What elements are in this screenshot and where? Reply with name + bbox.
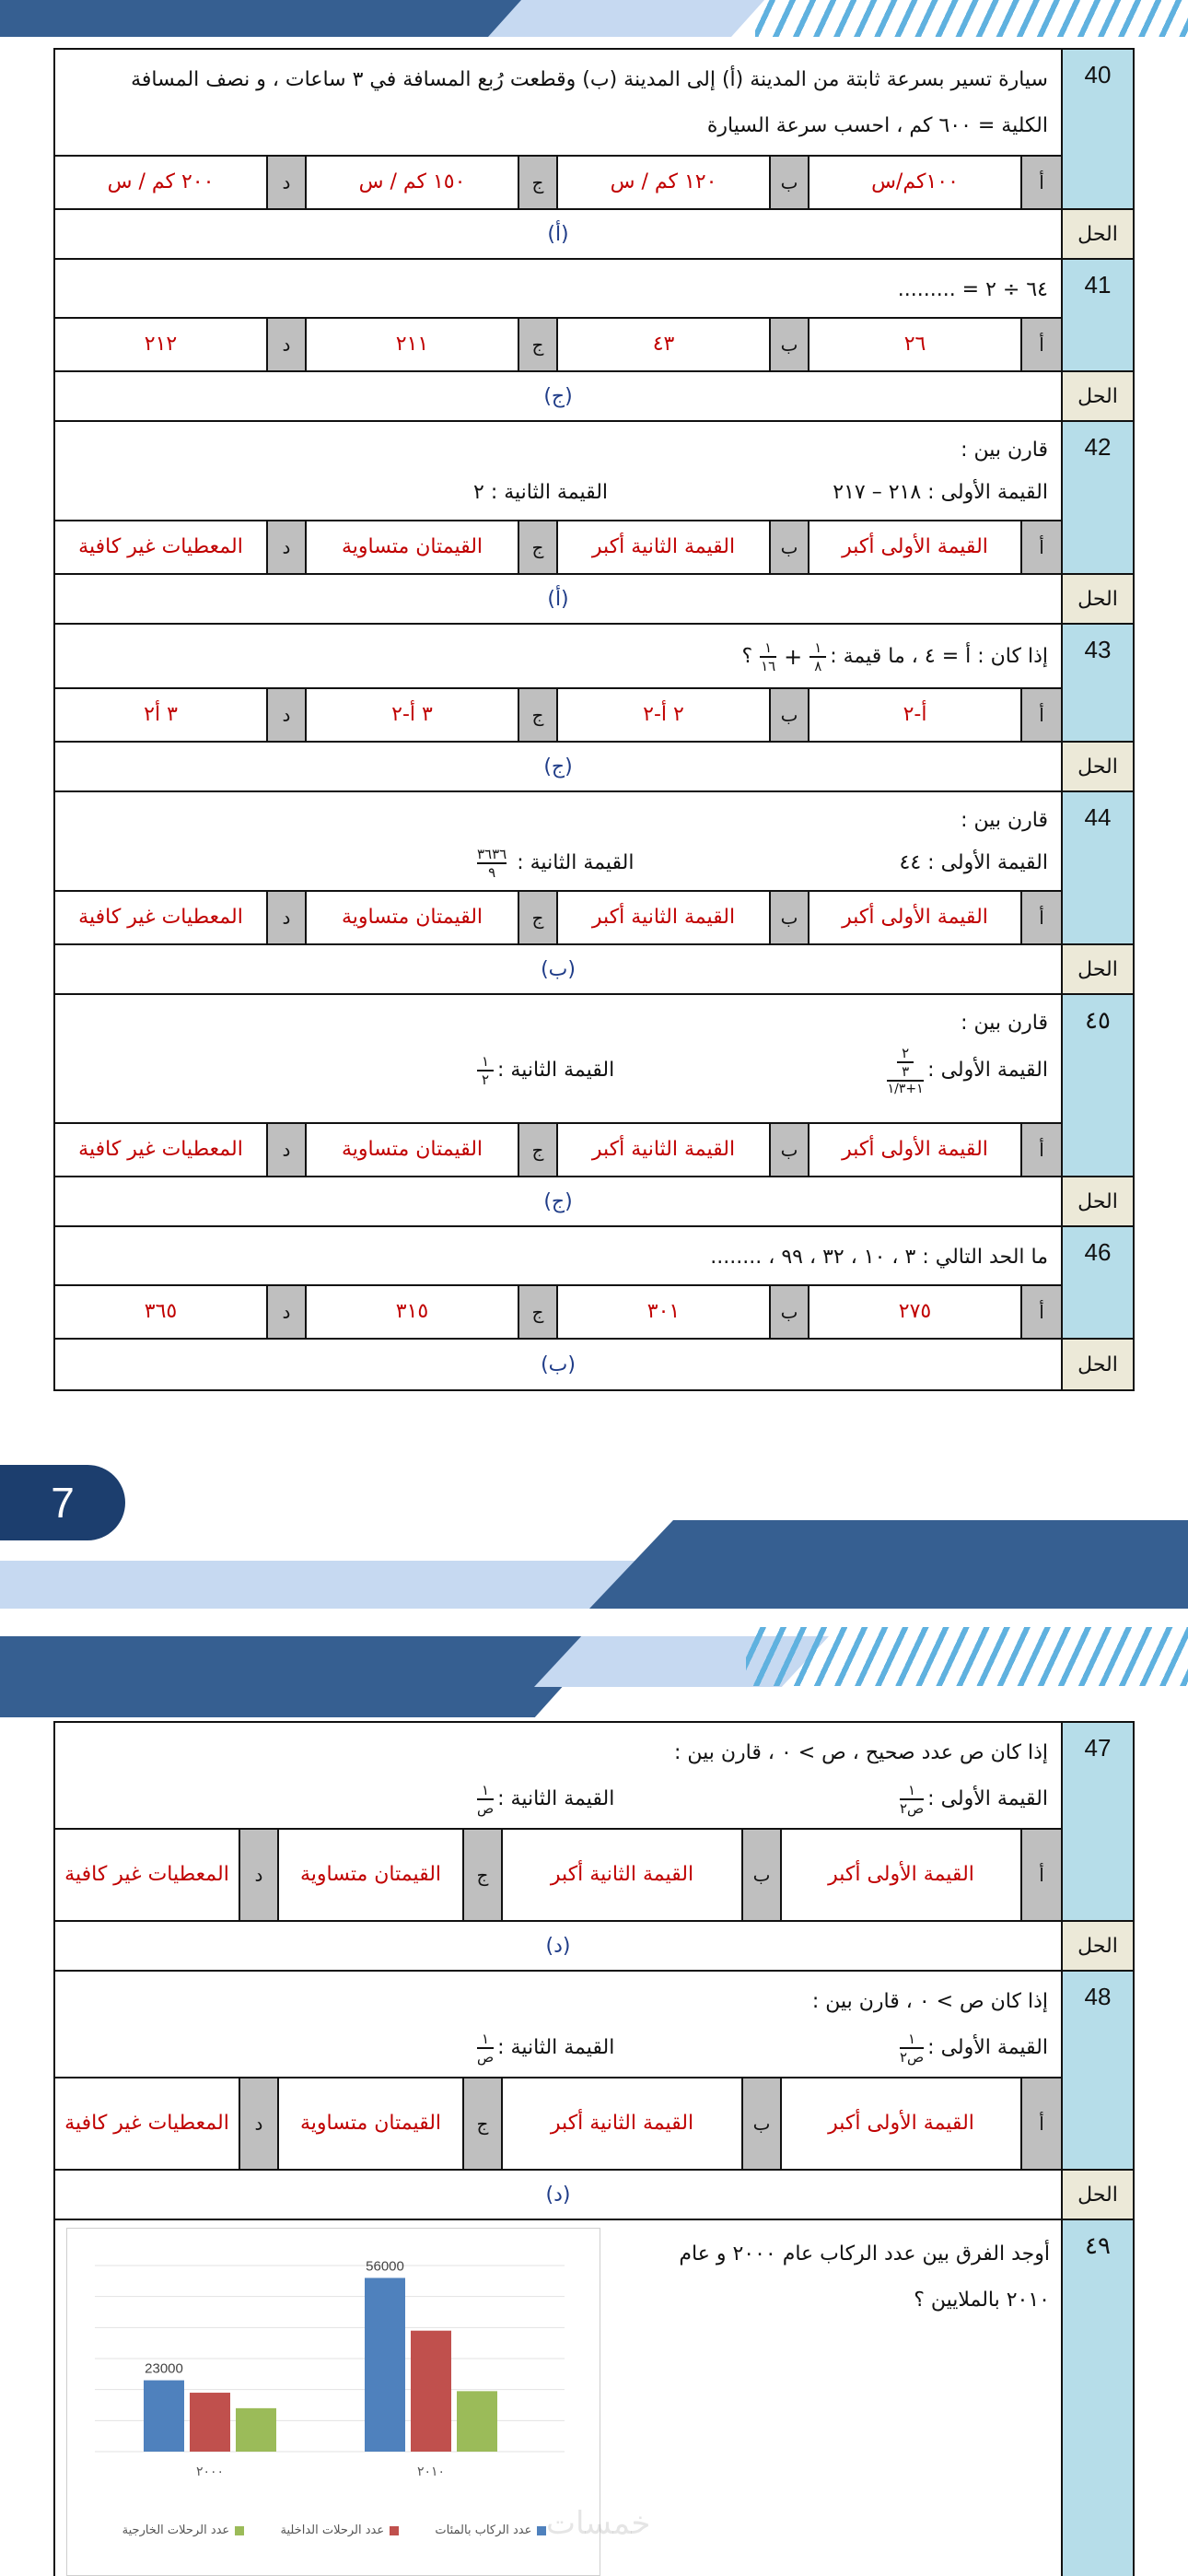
choice-c[interactable]: ٣١٥ — [395, 1300, 429, 1323]
question-text: ٢٠١٠ بالملايين ؟ — [914, 2289, 1050, 2312]
choice-letter-b: ب — [769, 1124, 809, 1176]
choice-d[interactable]: المعطيات غير كافية — [78, 906, 243, 929]
second-value: القيمة الثانية : $\frac{٣٦٣٦}{٩}$ — [477, 846, 635, 881]
second-value: القيمة الثانية : $\frac{١}{\text{ص}}$ — [477, 2031, 615, 2066]
solution-row-42 — [55, 575, 1133, 625]
choice-letter-d: د — [266, 319, 307, 370]
choice-letter-b: ب — [769, 892, 809, 943]
question-46 — [55, 1227, 1133, 1340]
question-number: 46 — [1061, 1227, 1133, 1338]
first-value: القيمة الأولى : ٤٤ — [899, 851, 1048, 874]
choice-letter-a: أ — [1020, 2078, 1061, 2169]
choice-a[interactable]: أ-٢ — [903, 703, 927, 726]
question-text: ٦٤ ÷ ٢ = ......... — [897, 278, 1048, 301]
legend-item: عدد الرحلات الداخلية — [280, 2523, 399, 2537]
bar — [457, 2391, 497, 2452]
choice-b[interactable]: ٣٠١ — [646, 1300, 681, 1323]
choice-letter-a: أ — [1020, 521, 1061, 573]
legend-swatch — [390, 2526, 399, 2535]
solution-row-43 — [55, 743, 1133, 792]
chart-legend — [104, 2523, 565, 2537]
choice-d[interactable]: المعطيات غير كافية — [64, 1863, 229, 1886]
solution-label: الحل — [1061, 575, 1133, 623]
choice-letter-b: ب — [741, 2078, 782, 2169]
choice-d[interactable]: ٣ أ٢ — [144, 703, 178, 726]
choice-letter-a: أ — [1020, 1286, 1061, 1338]
question-intro: قارن بين : — [961, 809, 1048, 832]
legend-swatch — [235, 2526, 244, 2535]
question-41 — [55, 260, 1133, 372]
solution-row-41 — [55, 372, 1133, 422]
question-text: ما الحد التالي : ٣ ، ١٠ ، ٣٢ ، ٩٩ ، ........ — [710, 1246, 1048, 1269]
choice-c[interactable]: القيمتان متساوية — [299, 1863, 442, 1886]
second-value: القيمة الثانية : $\frac{١}{٢}$ — [473, 1049, 614, 1092]
choice-letter-d: د — [266, 892, 307, 943]
question-number: 40 — [1061, 50, 1133, 208]
solution-value: (أ) — [547, 222, 569, 246]
footer-band — [0, 1520, 1188, 1609]
second-value: القيمة الثانية : ٢ — [473, 481, 609, 504]
choice-c[interactable]: ١٥٠ كم / س — [358, 170, 466, 193]
legend-item: عدد الركاب بالمئات — [435, 2523, 546, 2537]
question-48 — [55, 1972, 1133, 2171]
question-44 — [55, 792, 1133, 945]
solution-value: (ج) — [543, 755, 573, 779]
solution-label: الحل — [1061, 1340, 1133, 1389]
choice-letter-d: د — [266, 689, 307, 741]
question-number: 41 — [1061, 260, 1133, 370]
complex-fraction: $\frac{\frac{٢}{٣}}{١+١/٣}$ — [887, 1045, 924, 1096]
solution-value: (د) — [545, 1934, 571, 1958]
choice-c[interactable]: ٢١١ — [395, 333, 429, 356]
legend-item: عدد الرحلات الخارجية — [122, 2523, 245, 2537]
choice-c[interactable]: ٣ أ-٢ — [391, 703, 433, 726]
solution-value: (ج) — [543, 384, 573, 408]
choice-b[interactable]: القيمة الثانية أكبر — [591, 535, 736, 558]
first-value: القيمة الأولى : $\frac{١}{\text{ص٢}}$ — [899, 2031, 1048, 2066]
choice-a[interactable]: القيمة الأولى أكبر — [828, 1863, 974, 1886]
choice-letter-c: ج — [462, 2078, 503, 2169]
choice-a[interactable]: القيمة الأولى أكبر — [828, 2112, 974, 2135]
choice-letter-b: ب — [769, 157, 809, 208]
bar — [365, 2277, 405, 2452]
category-label: ٢٠٠٠ — [195, 2465, 225, 2479]
choice-d[interactable]: المعطيات غير كافية — [78, 1138, 243, 1161]
choice-c[interactable]: القيمتان متساوية — [299, 2112, 442, 2135]
question-text: سيارة تسير بسرعة ثابتة من المدينة (أ) إلى المدينة (ب) وقطعت رُبع المسافة في ٣ ساعات ، و نصف المسافة — [131, 68, 1048, 91]
solution-row-47 — [55, 1922, 1133, 1972]
choice-b[interactable]: القيمة الثانية أكبر — [591, 1138, 736, 1161]
choice-a[interactable]: القيمة الأولى أكبر — [842, 906, 988, 929]
bar — [236, 2408, 276, 2452]
solution-value: (ب) — [541, 1352, 576, 1376]
question-number: 42 — [1061, 422, 1133, 573]
choice-letter-b: ب — [769, 689, 809, 741]
solution-value: (ج) — [543, 1189, 573, 1213]
page-number: 7 — [0, 1465, 125, 1540]
solution-row-44 — [55, 945, 1133, 995]
choice-letter-d: د — [266, 1286, 307, 1338]
fraction: $\frac{٣٦٣٦}{٩}$ — [477, 846, 507, 881]
fraction: $\frac{١}{١٦}$ — [761, 639, 776, 674]
header-band-2 — [0, 1627, 1188, 1717]
question-number: 47 — [1061, 1723, 1133, 1920]
solution-label: الحل — [1061, 372, 1133, 420]
question-45 — [55, 995, 1133, 1177]
choice-b[interactable]: القيمة الثانية أكبر — [591, 906, 736, 929]
choice-letter-c: ج — [518, 1124, 558, 1176]
question-49-text — [608, 2231, 1050, 2324]
choice-letter-c: ج — [518, 689, 558, 741]
choice-letter-a: أ — [1020, 157, 1061, 208]
question-42 — [55, 422, 1133, 575]
choice-d[interactable]: ٢٠٠ كم / س — [107, 170, 215, 193]
question-table-1 — [53, 48, 1135, 1391]
choice-letter-c: ج — [518, 1286, 558, 1338]
choice-d[interactable]: ٢١٢ — [144, 333, 178, 356]
choice-d[interactable]: المعطيات غير كافية — [78, 535, 243, 558]
first-value: القيمة الأولى : ٢١٨ – ٢١٧ — [833, 481, 1048, 504]
choice-letter-c: ج — [518, 892, 558, 943]
choice-letter-a: أ — [1020, 1124, 1061, 1176]
fraction: $\frac{١}{٨}$ — [809, 639, 826, 674]
solution-value: (د) — [545, 2183, 571, 2207]
choice-letter-d: د — [266, 1124, 307, 1176]
solution-label: الحل — [1061, 210, 1133, 258]
choice-letter-d: د — [266, 157, 307, 208]
choice-letter-c: ج — [518, 157, 558, 208]
fraction: $\frac{١}{\text{ص}}$ — [477, 1782, 495, 1817]
choice-letter-b: ب — [769, 319, 809, 370]
choice-d[interactable]: ٣٦٥ — [144, 1300, 178, 1323]
choice-letter-b: ب — [769, 521, 809, 573]
choice-letter-a: أ — [1020, 319, 1061, 370]
choice-c[interactable]: القيمتان متساوية — [341, 535, 483, 558]
choice-b[interactable]: القيمة الثانية أكبر — [550, 2112, 694, 2135]
choice-letter-c: ج — [518, 521, 558, 573]
solution-row-48 — [55, 2171, 1133, 2220]
solution-row-40 — [55, 210, 1133, 260]
question-47 — [55, 1723, 1133, 1922]
question-number: 48 — [1061, 1972, 1133, 2169]
question-43: 43 إذا كان : أ = ٤ ، ما قيمة : $\frac{١}{٨}$ + $\frac{١}{١٦}$ ؟ أ أ-٢ ب ٢ أ-٢ ج ٣ أ-٢ د ٣ أ٢ — [55, 625, 1133, 743]
solution-row-45 — [55, 1177, 1133, 1227]
choice-a[interactable]: القيمة الأولى أكبر — [842, 1138, 988, 1161]
choice-letter-b: ب — [741, 1830, 782, 1920]
first-value: القيمة الأولى : $\frac{١}{\text{ص٢}}$ — [899, 1782, 1048, 1817]
choice-letter-d: د — [266, 521, 307, 573]
fraction: $\frac{١}{\text{ص٢}}$ — [899, 2031, 925, 2066]
category-label: ٢٠١٠ — [416, 2465, 446, 2479]
solution-value: (ب) — [541, 957, 576, 981]
choice-b[interactable]: ٢ أ-٢ — [643, 703, 684, 726]
choice-letter-b: ب — [769, 1286, 809, 1338]
question-intro: إذا كان ص > ٠ ، قارن بين : — [811, 1990, 1048, 2013]
data-label: 56000 — [366, 2258, 404, 2275]
choice-letter-d: د — [239, 2078, 279, 2169]
choice-d[interactable]: المعطيات غير كافية — [64, 2112, 229, 2135]
question-text: أوجد الفرق بين عدد الركاب عام ٢٠٠٠ و عام — [679, 2242, 1050, 2266]
watermark: خمسات — [546, 2505, 651, 2542]
fraction: $\frac{١}{٢}$ — [477, 1053, 494, 1088]
choice-letter-a: أ — [1020, 1830, 1061, 1920]
choice-letter-a: أ — [1020, 689, 1061, 741]
question-40 — [55, 50, 1133, 210]
fraction: $\frac{١}{\text{ص}}$ — [477, 2031, 495, 2066]
choice-b[interactable]: ١٢٠ كم / س — [610, 170, 717, 193]
solution-row-46 — [55, 1340, 1133, 1389]
fraction: $\frac{١}{\text{ص٢}}$ — [899, 1782, 925, 1817]
solution-label: الحل — [1061, 743, 1133, 790]
solution-label: الحل — [1061, 1922, 1133, 1970]
solution-label: الحل — [1061, 945, 1133, 993]
solution-label: الحل — [1061, 2171, 1133, 2219]
question-text: إذا كان : أ = ٤ ، ما قيمة : — [830, 645, 1048, 668]
second-value: القيمة الثانية : $\frac{١}{\text{ص}}$ — [477, 1782, 615, 1817]
bar — [144, 2381, 184, 2452]
choice-letter-a: أ — [1020, 892, 1061, 943]
question-number: ٤٩ — [1061, 2220, 1133, 2576]
choice-a[interactable]: ٢٦ — [903, 333, 926, 356]
choice-a[interactable]: القيمة الأولى أكبر — [842, 535, 988, 558]
choice-b[interactable]: القيمة الثانية أكبر — [550, 1863, 694, 1886]
solution-value: (أ) — [547, 587, 569, 611]
choice-letter-d: د — [239, 1830, 279, 1920]
bar — [411, 2331, 451, 2452]
choice-c[interactable]: القيمتان متساوية — [341, 1138, 483, 1161]
choice-letter-c: ج — [462, 1830, 503, 1920]
question-intro: إذا كان ص عدد صحيح ، ص > ٠ ، قارن بين : — [673, 1741, 1048, 1764]
first-value: القيمة الأولى : $\frac{\frac{٢}{٣}}{١+١/٣}$ — [887, 1045, 1048, 1096]
question-intro: قارن بين : — [961, 1012, 1048, 1035]
solution-label: الحل — [1061, 1177, 1133, 1225]
bar — [190, 2393, 230, 2452]
question-number: ٤٥ — [1061, 995, 1133, 1176]
question-intro: قارن بين : — [961, 439, 1048, 462]
choice-b[interactable]: ٤٣ — [652, 333, 675, 356]
question-number: 43 — [1061, 625, 1133, 741]
choice-letter-c: ج — [518, 319, 558, 370]
question-number: 44 — [1061, 792, 1133, 943]
legend-swatch — [537, 2526, 546, 2535]
header-band — [0, 0, 1188, 37]
choice-a[interactable]: ١٠٠كم/س — [871, 170, 959, 193]
data-label: 23000 — [145, 2360, 183, 2377]
question-text: الكلية = ٦٠٠ كم ، احسب سرعة السيارة — [706, 114, 1048, 137]
bar-chart — [66, 2228, 651, 2576]
choice-c[interactable]: القيمتان متساوية — [341, 906, 483, 929]
choice-a[interactable]: ٢٧٥ — [898, 1300, 932, 1323]
